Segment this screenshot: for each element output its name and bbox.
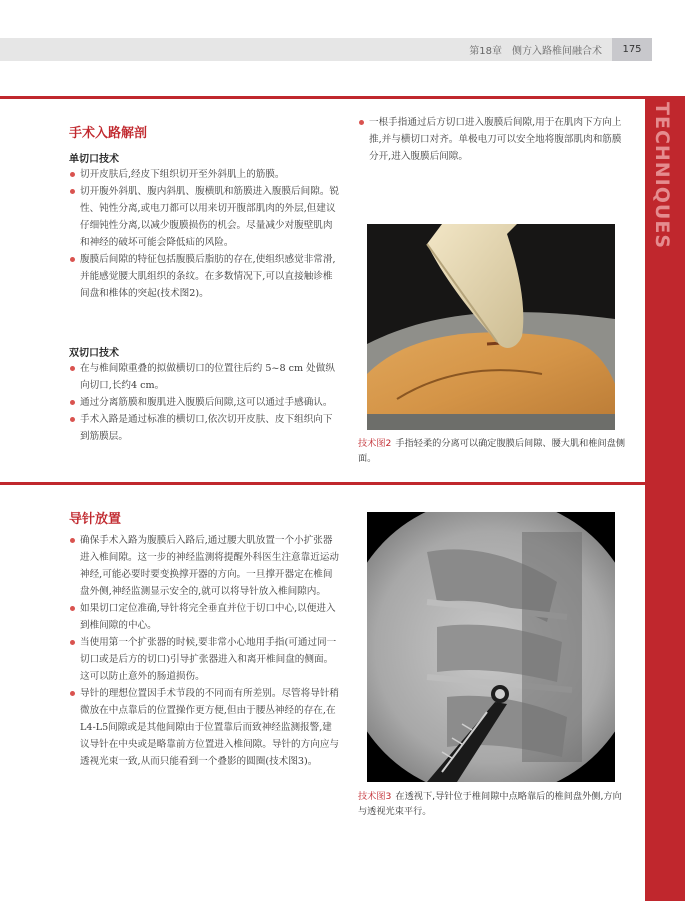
running-header: [0, 38, 640, 61]
right-column-list: [358, 114, 630, 165]
figure-2-label: 技术图2: [358, 438, 392, 449]
surgical-photo: [367, 224, 615, 430]
list-item: 当使用第一个扩张器的时候,要非常小心地用手指(可通过同一切口或是后方的切口)引导扩张器进入和离开椎间盘的侧面。这可以防止意外的肠道损伤。: [69, 634, 341, 685]
list-item: 确保手术入路为腹膜后入路后,通过腰大肌放置一个小扩张器进入椎间隙。这一步的神经监测将提醒外科医生注意靠近运动神经,可能必要时要变换撑开器的方向。一旦撑开器定在椎间盘外侧,神经监测显示安全的,就可以将导针放入椎间隙内。: [69, 532, 341, 600]
subheading-double-incision: 双切口技术: [69, 348, 119, 359]
list-item: 通过分离筋膜和腹肌进入腹膜后间隙,这可以通过手感确认。: [69, 394, 341, 411]
section-divider: [0, 96, 645, 99]
list-item: 手术入路是通过标准的横切口,依次切开皮肤、皮下组织向下到筋膜层。: [69, 411, 341, 445]
figure-3-caption: [358, 789, 630, 819]
guide-pin-list: [69, 532, 341, 770]
techniques-side-tab: [645, 96, 685, 901]
fluoroscopy-illustration: [367, 512, 615, 782]
list-item: 如果切口定位准确,导针将完全垂直并位于切口中心,以便进入到椎间隙的中心。: [69, 600, 341, 634]
subheading-single-incision: 单切口技术: [69, 154, 119, 165]
figure-2-caption: [358, 436, 630, 466]
chapter-title: 第18章 侧方入路椎间融合术: [469, 46, 602, 57]
list-item: 一根手指通过后方切口进入腹膜后间隙,用于在肌肉下方向上推,并与横切口对齐。单极电刀可以安全地将腹部肌肉和筋膜分开,进入腹膜后间隙。: [358, 114, 630, 165]
list-item: 导针的理想位置因手术节段的不同而有所差别。尽管将导针稍微放在中点靠后的位置操作更方便,但由于腰丛神经的存在,在L4-L5间隙或是其他间隙由于位置靠后而致神经监测报警,建议导针在中央或是略靠前方位置进入椎间隙。导针的方向应与透视光束一致,从而只能看到一个叠影的圆圈(技术图3)。: [69, 685, 341, 770]
list-item: 腹膜后间隙的特征包括腹膜后脂肪的存在,使组织感觉非常滑,并能感觉腰大肌组织的条纹。在多数情况下,可以直接触诊椎间盘和椎体的突起(技术图2)。: [69, 251, 341, 302]
double-incision-list: [69, 360, 341, 445]
figure-2-caption-text: 手指轻柔的分离可以确定腹膜后间隙、腰大肌和椎间盘侧面。: [358, 438, 626, 464]
side-tab-label: TECHNIQUES: [651, 102, 673, 249]
list-item: 在与椎间隙重叠的拟做横切口的位置往后约 5~8 cm 处做纵向切口,长约4 cm。: [69, 360, 341, 394]
figure-3-caption-text: 在透视下,导针位于椎间隙中点略靠后的椎间盘外侧,方向与透视光束平行。: [358, 791, 622, 817]
page-number: 175: [612, 38, 652, 61]
section-title-guide-pin: 导针放置: [69, 512, 122, 527]
section-divider: [0, 482, 645, 485]
single-incision-list: [69, 166, 341, 302]
fluoroscopy-image: [367, 512, 615, 782]
figure-3-label: 技术图3: [358, 791, 392, 802]
section-title-approach-anatomy: 手术入路解剖: [69, 126, 148, 141]
list-item: 切开腹外斜肌、腹内斜肌、腹横肌和筋膜进入腹膜后间隙。锐性、钝性分离,或电刀都可以用来切开腹部肌肉的外层,但建议仔细钝性分离,以减少腹膜损伤的机会。尽量减少对腹壁肌肉和神经的破坏可能会降低疝的风险。: [69, 183, 341, 251]
surgical-photo-illustration: [367, 224, 615, 430]
list-item: 切开皮肤后,经皮下组织切开至外斜肌上的筋膜。: [69, 166, 341, 183]
